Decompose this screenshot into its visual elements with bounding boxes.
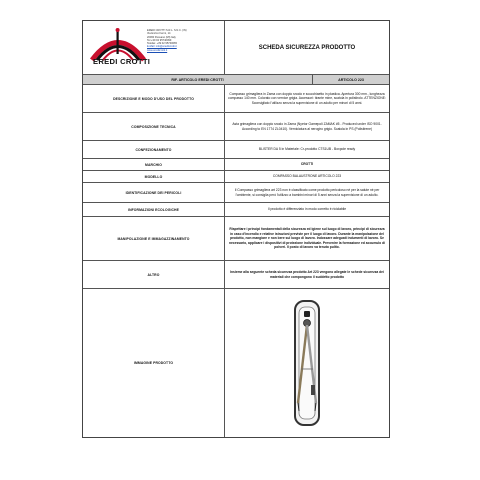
reference-row	[83, 75, 389, 85]
row-value: COMPASSO BALAUSTRONE ARTICOLO 223	[272, 174, 342, 179]
row-label: DESCRIZIONE E MODO D'USO DEL PRODOTTO	[83, 85, 225, 112]
row-value: BLISTER DA 5 in Materiale: Cr-prodotto CTS1UB - Boxpole ready	[258, 147, 356, 152]
company-line: Via Enrico Fermi, 14	[147, 32, 171, 36]
company-line: Tel +39 02 95740099	[147, 38, 172, 42]
table-row	[83, 113, 389, 141]
company-line[interactable]: www.erediicrotti.it	[147, 48, 168, 52]
row-label: MODELLO	[83, 171, 225, 182]
row-label: IMMAGINE PRODOTTO	[83, 289, 225, 437]
table-row	[83, 171, 389, 183]
row-value: Compasso grimagliera in Zama con doppio snodo e scucchiaetto in plastica. Apertura 300 mm., lunghezza compasso 140 mm. Colorato con vernice grigia. Accessori: tirante mine, scatola in polistirolo. ATTENZIONE: Sconsigliato l'utilizzo senza la supervisione di un adulto per minori di 5 anni.	[228, 91, 386, 105]
table-row	[83, 203, 389, 217]
compass-product-image	[277, 299, 337, 427]
company-line[interactable]: E-Mail: info@ereditcrotti.it	[147, 45, 177, 49]
table-row	[83, 261, 389, 289]
row-label: IDENTIFICAZIONE DEI PERICOLI	[83, 183, 225, 202]
table-row	[83, 159, 389, 171]
row-value: Asta grimagliera con doppio snodo in Zama (Nyetor Gamepoli ZAMAK #5 - Produced under ISO 9001. According to EN 1774 ZL0410). Verniciatura al nerogiro grigio. Scatola in PS (Polistirene)	[232, 122, 382, 131]
row-label: ALTRO	[83, 261, 225, 288]
row-value: Rispettare i principi fondamentali della sicurezza ed igiene sul luogo di lavoro, principi di sicurezza in caso d'incendio e relative istruzioni previste per il luogo di lavoro. Durante la manipolazione del prodotto, non mangiare e non bere sul luogo di lavoro. Indossare adeguati indumenti di lavoro. Se necessario, applicare i dispositivi di protezione individuale. Prevenire la formazione ed accumulo di polveri. Il posto di lavoro va tenuto pulito.	[228, 227, 386, 250]
table-row	[83, 217, 389, 261]
row-value: Il prodotto è differenziato in modo corretto è riciclabile	[267, 207, 347, 212]
row-value: Insieme alla seguente scheda sicurezza prodotto Art 223 vengono allegate le schede sicurezza dei materiali che compongono il suddetto prodotto	[230, 270, 384, 279]
row-value: Il Compasso grimagliera art 223 non è classificato come prodotto pericoloso nè per la salute nè per l'ambiente, si consiglia però l'utilizzo a bambini minori di 5 anni senza la supervisione di un adulto.	[234, 188, 380, 197]
reference-label: RIF. ARTICOLO EREDI CROTTI	[83, 75, 313, 84]
safety-data-sheet	[82, 20, 390, 438]
table-row	[83, 85, 389, 113]
company-address	[147, 29, 187, 52]
reference-article: ARTICOLO 223	[338, 77, 364, 82]
document-title: SCHEDA SICUREZZA PRODOTTO	[258, 44, 356, 51]
row-label: CONFEZIONAMENTO	[83, 141, 225, 158]
row-label: COMPOSIZIONE TECNICA	[83, 113, 225, 140]
company-line: EREDI CROTTI S.R.L. S.N.C. (IN)	[147, 29, 187, 32]
row-label: MARCHIO	[83, 159, 225, 170]
row-label: INFORMAZIONI ECOLOGICHE	[83, 203, 225, 216]
table-row	[83, 289, 389, 437]
product-image-cell	[225, 289, 389, 437]
company-line: Telefax: +39 02 95740065	[147, 42, 177, 46]
row-value: CROTTI	[300, 162, 314, 167]
row-label: MANIPOLAZIONE E IMMAGAZZINAMENTO	[83, 217, 225, 260]
logo-cell	[83, 21, 225, 74]
logo-name: EREDI CROTTI	[93, 57, 151, 66]
table-row	[83, 183, 389, 203]
company-line: 20060 Pessano (MI) Italy	[147, 35, 176, 39]
header-row	[83, 21, 389, 75]
table-row	[83, 141, 389, 159]
